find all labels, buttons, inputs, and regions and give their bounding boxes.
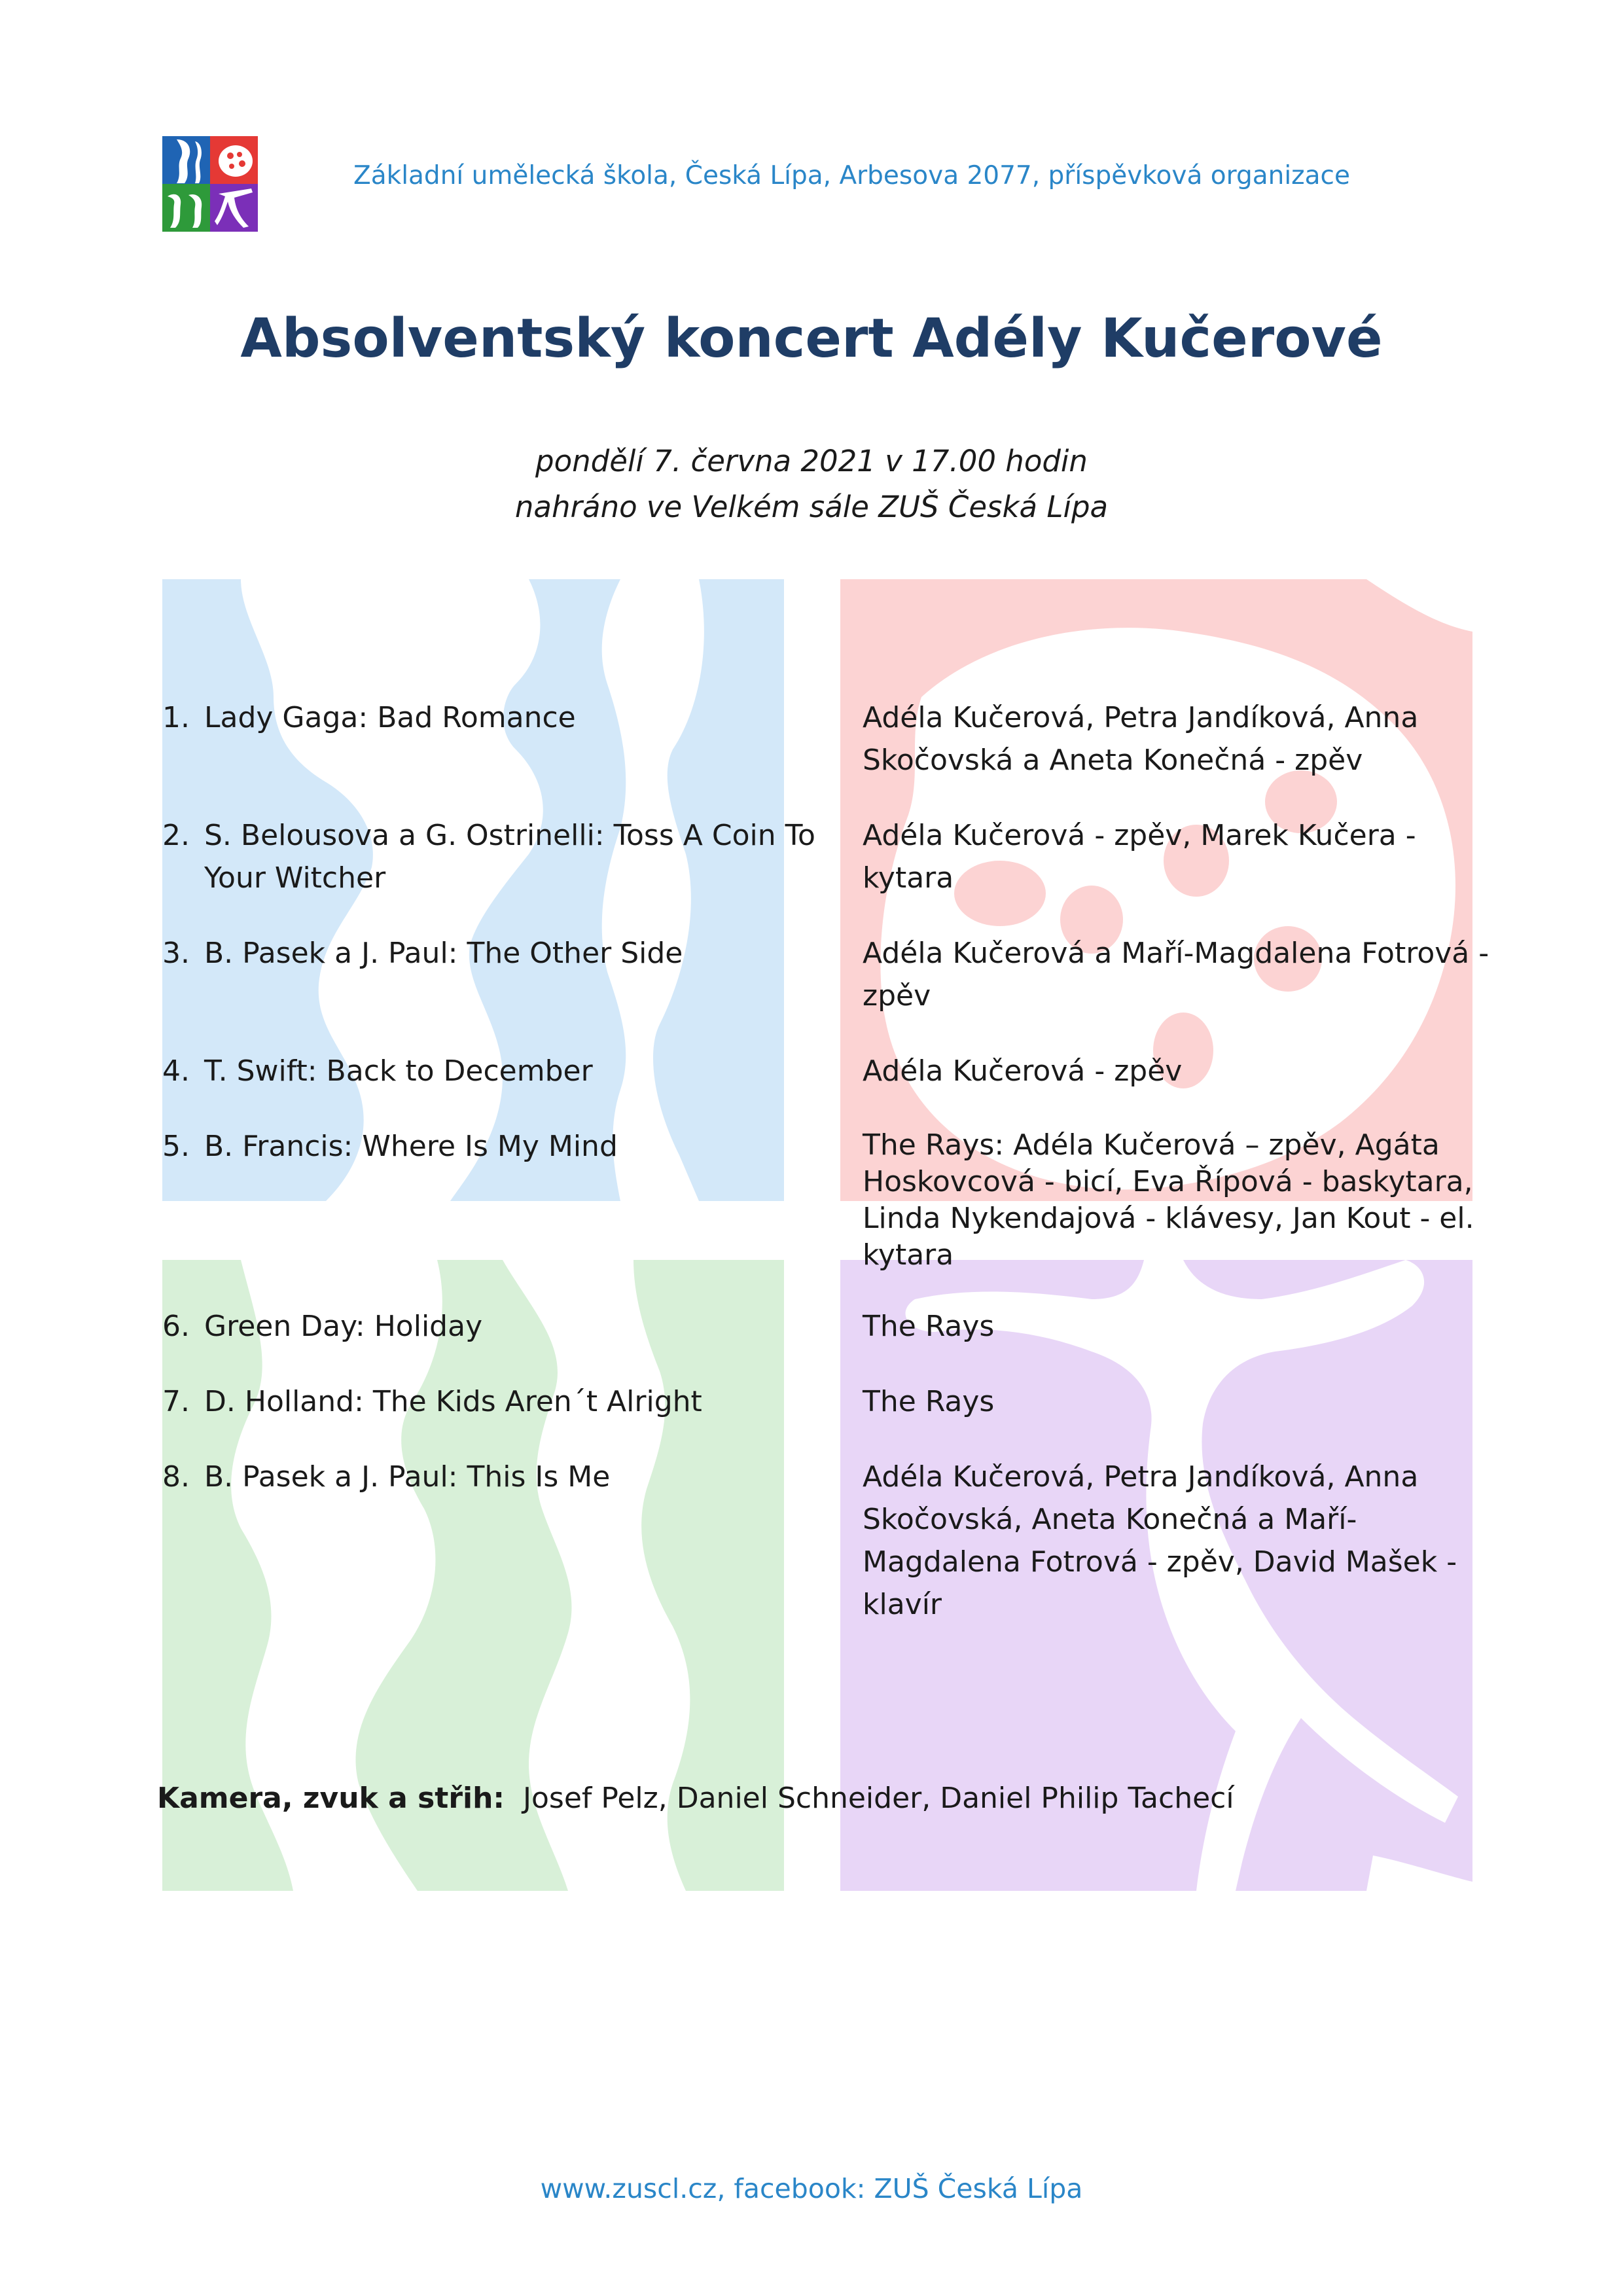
page-title: Absolventský koncert Adély Kučerové bbox=[240, 308, 1383, 370]
program-performers: Adéla Kučerová a Maří-Magdalena Fotrová - zpěv bbox=[863, 937, 1489, 1013]
footer-contact: www.zuscl.cz, facebook: ZUŠ Česká Lípa bbox=[540, 2173, 1083, 2204]
program-performers: Adéla Kučerová, Petra Jandíková, Anna Skočovská a Aneta Konečná - zpěv bbox=[863, 701, 1419, 777]
program-piece: S. Belousova a G. Ostrinelli: Toss A Coin To Your Witcher bbox=[204, 819, 815, 895]
program-number: 6. bbox=[162, 1310, 190, 1343]
program-performers: The Rays: Adéla Kučerová – zpěv, Agáta Hoskovcová - bicí, Eva Řípová - baskytara, Linda Nykendajová - klávesy, Jan Kout - el. kytara bbox=[863, 1128, 1474, 1272]
concert-date: pondělí 7. června 2021 v 17.00 hodin bbox=[535, 444, 1088, 478]
program-performers: Adéla Kučerová - zpěv, Marek Kučera - kytara bbox=[863, 819, 1416, 895]
program-piece: Green Day: Holiday bbox=[204, 1310, 483, 1343]
program-number: 5. bbox=[162, 1130, 190, 1163]
program-number: 4. bbox=[162, 1054, 190, 1088]
program-piece: B. Francis: Where Is My Mind bbox=[204, 1130, 618, 1163]
program-piece: B. Pasek a J. Paul: This Is Me bbox=[204, 1460, 611, 1494]
credits-names: Josef Pelz, Daniel Schneider, Daniel Philip Tachecí bbox=[523, 1782, 1234, 1815]
program-performers: The Rays bbox=[863, 1310, 995, 1343]
program-number: 3. bbox=[162, 937, 190, 970]
program-piece: B. Pasek a J. Paul: The Other Side bbox=[204, 937, 683, 970]
program-performers: Adéla Kučerová, Petra Jandíková, Anna Skočovská, Aneta Konečná a Maří-Magdalena Fotrová - zpěv, David Mašek - klavír bbox=[863, 1460, 1457, 1621]
credits bbox=[157, 1782, 1234, 1815]
program-piece: T. Swift: Back to December bbox=[204, 1054, 593, 1088]
concert-venue: nahráno ve Velkém sále ZUŠ Česká Lípa bbox=[514, 490, 1109, 524]
program-number: 1. bbox=[162, 701, 190, 734]
program-performers: The Rays bbox=[863, 1385, 995, 1418]
program-performers: Adéla Kučerová - zpěv bbox=[863, 1054, 1183, 1088]
credits-label: Kamera, zvuk a střih: bbox=[157, 1782, 505, 1815]
program-number: 8. bbox=[162, 1460, 190, 1494]
program-piece: Lady Gaga: Bad Romance bbox=[204, 701, 576, 734]
school-name: Základní umělecká škola, Česká Lípa, Arbesova 2077, příspěvková organizace bbox=[353, 161, 1350, 190]
program-piece: D. Holland: The Kids Aren´t Alright bbox=[204, 1385, 702, 1418]
program-number: 7. bbox=[162, 1385, 190, 1418]
school-logo bbox=[162, 136, 258, 232]
program-number: 2. bbox=[162, 819, 190, 852]
